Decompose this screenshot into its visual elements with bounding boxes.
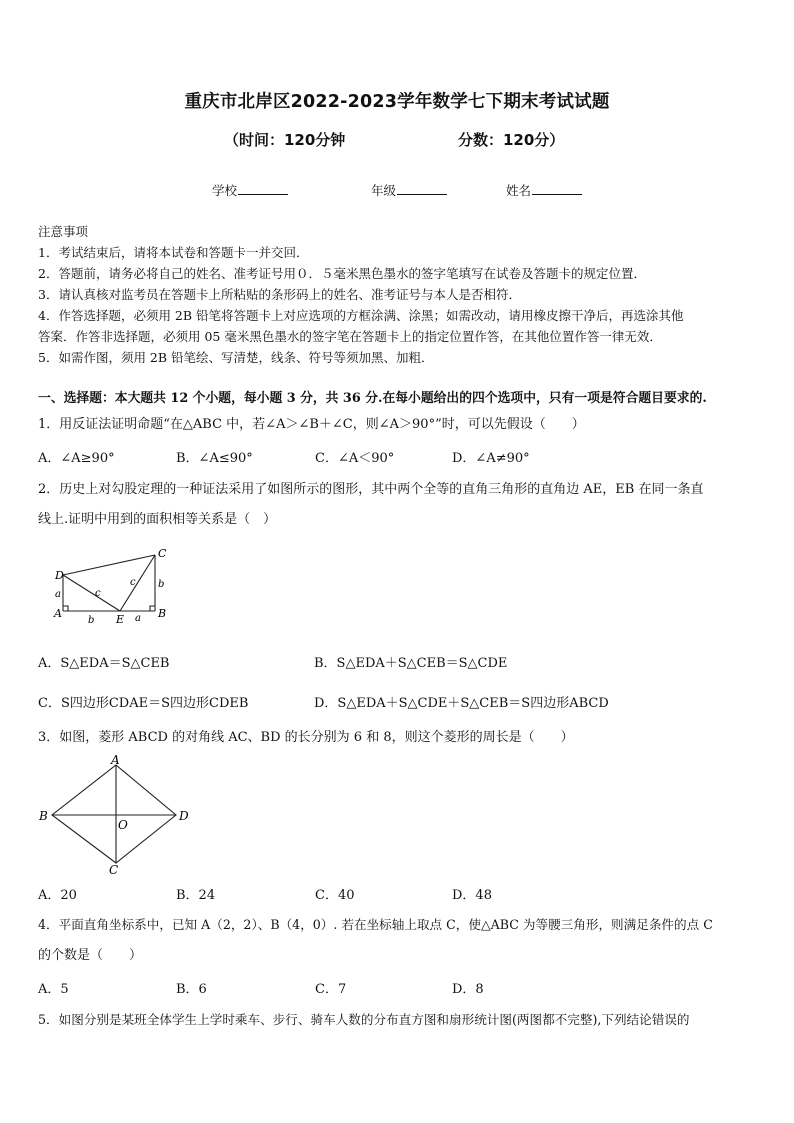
note-item: 5．如需作图，须用 2B 铅笔绘、写清楚，线条、符号等须加黑、加粗．: [38, 350, 434, 365]
q2-label-c-de: c: [95, 588, 101, 599]
note-item: 2．答题前，请务必将自己的姓名、准考证号用０．５毫米黑色墨水的签字笔填写在试卷及答题卡的规定位置．: [38, 266, 646, 281]
q2-option-c[interactable]: C．S四边形CDAE＝S四边形CDEB: [38, 696, 249, 711]
q3-label-D: D: [179, 809, 189, 823]
q3-label-C: C: [109, 863, 119, 877]
grade-label: 年级: [371, 183, 397, 198]
q2-figure: [50, 543, 175, 628]
q2-line-de: [63, 575, 120, 611]
question-5-stem: 5．如图分别是某班全体学生上学时乘车、步行、骑车人数的分布直方图和扇形统计图(两图都不完整),下列结论错误的: [38, 1012, 690, 1027]
q3-label-A: A: [111, 753, 120, 767]
school-field: [212, 181, 288, 199]
question-3-stem: 3．如图，菱形 ABCD 的对角线 AC、BD 的长分别为 6 和 8，则这个菱形的周长是（ ）: [38, 730, 574, 745]
name-blank: [532, 183, 582, 195]
question-1-stem: 1．用反证法证明命题“在△ABC 中，若∠A＞∠B＋∠C，则∠A＞90°”时，可以先假设（ ）: [38, 417, 585, 432]
q3-option-a[interactable]: A．20: [38, 888, 77, 903]
note-item: 答案．作答非选择题，必须用 05 毫米黑色墨水的签字笔在答题卡上的指定位置作答，在其他位置作答一律无效．: [38, 329, 662, 344]
q4-option-d[interactable]: D．8: [452, 982, 484, 997]
q4-option-a[interactable]: A．5: [38, 982, 69, 997]
q2-label-A: A: [54, 607, 62, 620]
q3-option-d[interactable]: D．48: [452, 888, 492, 903]
page-title: 重庆市北岸区2022-2023学年数学七下期末考试试题: [184, 92, 610, 112]
q3-label-B: B: [39, 809, 48, 823]
school-label: 学校: [212, 183, 238, 198]
q2-label-c-ec: c: [130, 577, 136, 588]
q2-label-B: B: [158, 607, 167, 620]
exam-time: （时间：120分钟: [224, 131, 346, 149]
section-heading: 一、选择题：本大题共 12 个小题，每小题 3 分，共 36 分.在每小题给出的四个选项中，只有一项是符合题目要求的.: [38, 391, 707, 406]
q3-figure: [36, 753, 201, 877]
q2-label-a-left: a: [55, 589, 61, 600]
q2-line-dc: [63, 555, 155, 575]
q2-right-angle-b: [150, 606, 155, 611]
name-label: 姓名: [506, 183, 532, 198]
q2-right-angle-a: [63, 606, 68, 611]
question-2-stem-cont: 线上.证明中用到的面积相等关系是（ ）: [38, 512, 277, 527]
q2-label-a-bottom: a: [135, 613, 141, 624]
q2-option-a[interactable]: A．S△EDA＝S△CEB: [38, 656, 170, 671]
name-field: [506, 181, 582, 199]
question-4-stem-cont: 的个数是（ ）: [38, 948, 143, 963]
q2-label-D: D: [55, 569, 64, 582]
notes-heading: 注意事项: [38, 224, 89, 239]
grade-blank: [397, 183, 447, 195]
note-item: 4．作答选择题，必须用 2B 铅笔将答题卡上对应选项的方框涂满、涂黑；如需改动，请用橡皮擦干净后，再选涂其他: [38, 308, 684, 323]
note-item: 1．考试结束后，请将本试卷和答题卡一并交回．: [38, 245, 309, 260]
q3-label-O: O: [118, 818, 128, 832]
q2-option-d[interactable]: D．S△EDA＋S△CDE＋S△CEB＝S四边形ABCD: [314, 696, 609, 711]
q4-option-c[interactable]: C．7: [315, 982, 347, 997]
q2-line-ec: [120, 555, 155, 611]
q1-option-c[interactable]: C．∠A＜90°: [315, 451, 395, 466]
q3-option-b[interactable]: B．24: [176, 888, 216, 903]
exam-score: 分数：120分）: [458, 131, 565, 149]
q1-option-d[interactable]: D．∠A≠90°: [452, 451, 530, 466]
q2-label-b-bottom: b: [88, 615, 95, 626]
grade-field: [371, 181, 447, 199]
school-blank: [238, 183, 288, 195]
note-item: 3．请认真核对监考员在答题卡上所粘贴的条形码上的姓名、准考证号与本人是否相符．: [38, 287, 521, 302]
question-2-stem: 2．历史上对勾股定理的一种证法采用了如图所示的图形，其中两个全等的直角三角形的直角边 AE，EB 在同一条直: [38, 482, 704, 497]
q2-label-C: C: [158, 547, 167, 560]
q1-option-b[interactable]: B．∠A≤90°: [176, 451, 253, 466]
q2-label-E: E: [116, 613, 125, 626]
question-4-stem: 4．平面直角坐标系中，已知 A（2，2）、B（4，0）. 若在坐标轴上取点 C，使△ABC 为等腰三角形，则满足条件的点 C: [38, 917, 713, 932]
q3-option-c[interactable]: C．40: [315, 888, 355, 903]
q3-rhombus: [52, 765, 176, 863]
q1-option-a[interactable]: A．∠A≥90°: [38, 451, 115, 466]
q2-option-b[interactable]: B．S△EDA＋S△CEB＝S△CDE: [314, 656, 508, 671]
q4-option-b[interactable]: B．6: [176, 982, 207, 997]
q2-label-b-right: b: [158, 579, 165, 590]
